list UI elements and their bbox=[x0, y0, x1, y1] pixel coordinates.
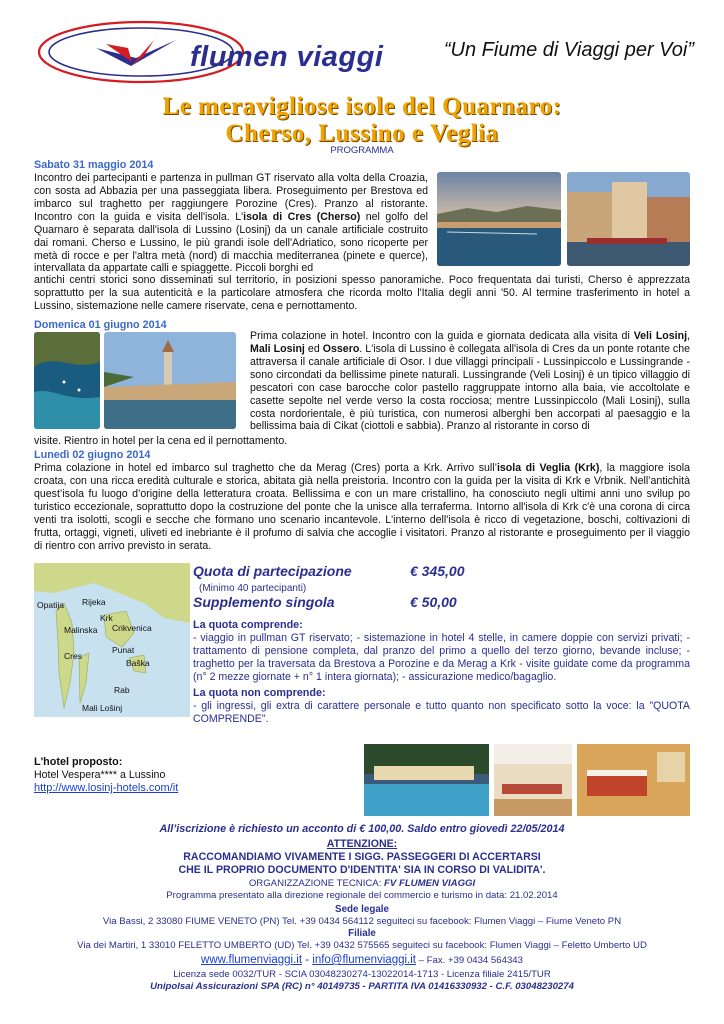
email-link[interactable]: info@flumenviaggi.it bbox=[312, 954, 416, 966]
quota-label: Quota di partecipazione bbox=[193, 563, 352, 579]
excludes-heading: La quota non comprende: bbox=[193, 687, 326, 699]
map-label-malinska: Malinska bbox=[64, 625, 98, 635]
single-supplement-value: € 50,00 bbox=[410, 594, 457, 610]
map-label-krk: Krk bbox=[100, 613, 113, 623]
brand-name: flumen viaggi bbox=[190, 41, 384, 73]
programma-label: PROGRAMMA bbox=[330, 145, 394, 156]
warning-line2: CHE IL PROPRIO DOCUMENTO D'IDENTITA' SIA IN CORSO DI VALIDITA'. bbox=[178, 864, 546, 876]
photo-losinj-town bbox=[104, 332, 236, 429]
filiale-heading: Filiale bbox=[348, 928, 376, 939]
sede-address: Via Bassi, 2 33080 FIUME VENETO (PN) Tel. +39 0434 564112 seguiteci su facebook: Flumen Viaggi – Fiume Veneto PN bbox=[102, 916, 622, 927]
photo-cres-street bbox=[567, 172, 690, 266]
website-link[interactable]: www.flumenviaggi.it bbox=[201, 954, 303, 966]
map-label-cres: Cres bbox=[64, 651, 82, 661]
page-title-line1: Le meravigliose isole del Quarnaro: bbox=[162, 93, 562, 120]
deposit-note: All’iscrizione è richiesto un acconto di € 100,00. Saldo entro giovedì 22/05/2014 bbox=[159, 823, 565, 835]
kvarner-map bbox=[34, 563, 190, 717]
hotel-link[interactable]: http://www.losinj-hotels.com/it bbox=[34, 782, 179, 794]
day2-label: Domenica 01 giugno 2014 bbox=[34, 319, 167, 331]
day1-label: Sabato 31 maggio 2014 bbox=[34, 159, 154, 171]
photo-hotel-restaurant bbox=[494, 744, 572, 816]
map-label-punat: Punat bbox=[112, 645, 135, 655]
photo-cres-harbor bbox=[437, 172, 561, 266]
minimum-note: (Minimo 40 partecipanti) bbox=[199, 583, 307, 594]
photo-losinj-bay bbox=[34, 332, 100, 429]
warning-line1: RACCOMANDIAMO VIVAMENTE I SIGG. PASSEGGERI DI ACCERTARSI bbox=[183, 851, 541, 863]
map-label-rab: Rab bbox=[114, 685, 130, 695]
map-label-baska: Baška bbox=[126, 658, 150, 668]
single-supplement-label: Supplemento singola bbox=[193, 594, 335, 610]
day1-text-top: Incontro dei partecipanti e partenza in pullman GT riservato alla volta della Croazia, con sosta ad Abbazia per una passeggiata libera. Proseguimento per Brestova ed imbarco sul traghetto per raggiungere Porozine (Cres). Pranzo al ristorante. Incontro con la guida e visita dell'isola. L'isola di Cres (Cherso) nel golfo del Quarnaro è separata dall'isola di Lussino (Losinj) da un canale artificiale costruito dai romani. Cherso e Lussino, le più grandi isole dell'Adriatico, sono ricoperte per metà di rocce e per l'altra metà (nord) di macchia mediterranea (pinete e querce), intervallata da appartate calli e spiaggette. Piccoli borghi ed bbox=[34, 172, 428, 275]
excludes-text: - gli ingressi, gli extra di carattere personale e tutto quanto non specificato sotto la voce: la "QUOTA COMPRENDE". bbox=[193, 700, 690, 725]
attention-heading: ATTENZIONE: bbox=[326, 838, 398, 850]
day3-text: Prima colazione in hotel ed imbarco sul traghetto che da Merag (Cres) porta a Krk. Arrivo sull’isola di Veglia (Krk), la maggiore isola croata, con una ricca eredità culturale e storica, abitata già nella preistoria. Incontro con la guida per la visita di Krk e Vrbnik. Nell’antichità quest’isola fu luogo d’origine della letteratura croata. Bellissima e con un mare cristallino, ha conosciuto negli ultimi anni uno svilup po turistico eccezionale, soprattutto dopo la costruzione del ponte che la unisce alla terraferma. Intorno all'isola di Krk c'è una corona di circa venti tra isolotti, scogli e secche che formano uno scenario incantevole. L'interno dell'isola è ricco di vegetazione, boschi, coltivazioni di frutta, ortaggi, vigneti, uliveti ed inebriante è il profumo di salvia che accoglie i visitatori. Pranzo al ristorante e proseguimento per il viaggio di rientro con arrivo previsto in serata. bbox=[34, 462, 690, 552]
map-label-crikvenica: Crikvenica bbox=[112, 623, 152, 633]
includes-text: - viaggio in pullman GT riservato; - sistemazione in hotel 4 stelle, in camere doppie con servizi privati; - trattamento di pensione completa, dal pranzo del primo a quello del terzo giorno, bevande incluse; - traghetto per la traversata da Brestova a Porozine e da Merag a Krk - visite guidate come da programma (n° 2 mezze giornate + n° 1 intera giornata); - assicurazione medico/bagaglio. bbox=[193, 632, 690, 683]
page-title-line2: Cherso, Lussino e Veglia bbox=[225, 120, 499, 147]
hotel-name: Hotel Vespera**** a Lussino bbox=[34, 769, 166, 781]
filiale-address: Via dei Martiri, 1 33010 FELETTO UMBERTO (UD) Tel. +39 0432 575565 seguiteci su facebook: Flumen Viaggi – Feletto Umberto UD bbox=[77, 940, 647, 951]
map-label-mali-losinj: Mali Lošinj bbox=[82, 703, 123, 713]
includes-heading: La quota comprende: bbox=[193, 619, 303, 631]
day3-label: Lunedì 02 giugno 2014 bbox=[34, 449, 151, 461]
presentation-note: Programma presentato alla direzione regionale del commercio e turismo in data: 21.02.2014 bbox=[166, 890, 558, 901]
sede-heading: Sede legale bbox=[335, 904, 389, 915]
header bbox=[0, 0, 724, 85]
license-line: Licenza sede 0032/TUR - SCIA 03048230274-13022014-1713 - Licenza filiale 2415/TUR bbox=[173, 969, 551, 980]
photo-hotel-pool bbox=[364, 744, 489, 816]
hotel-heading: L'hotel proposto: bbox=[34, 756, 123, 768]
day1-text-bottom: antichi centri storici sono disseminati sul territorio, in posizioni spesso panoramiche. Poco frequentata dai turisti, Cherso è apprezzata soprattutto per la sua autenticità e la particolare atmosfera che ricorda molto l'Italia degli anni '50. Al termine trasferimento in hotel a Lussino, sistemazione nelle camere riservate, cena e pernottamento. bbox=[34, 274, 690, 312]
quota-value: € 345,00 bbox=[410, 563, 465, 579]
photo-hotel-room bbox=[577, 744, 690, 816]
contacts-line: www.flumenviaggi.it - info@flumenviaggi.it – Fax. +39 0434 564343 bbox=[201, 954, 523, 966]
map-label-rijeka: Rijeka bbox=[82, 597, 106, 607]
organizer-line: ORGANIZZAZIONE TECNICA: FV FLUMEN VIAGGI bbox=[248, 878, 476, 889]
map-label-opatija: Opatija bbox=[37, 600, 64, 610]
day2-text-top: Prima colazione in hotel. Incontro con la guida e giornata dedicata alla visita di Veli Losinj, Mali Losinj ed Ossero. L'isola di Lussino è collegata all'isola di Cres da un ponte rotante che attraversa il canale artificiale di Osor. I due villaggi principali - Lussinpiccolo e Lussingrande - sono circondati da bellissime pinete naturali. Lussingrande (Veli Losinj) è un tipico villaggio di pescatori con case barocche color pastello raggruppate intorno alla baia, vie accoltolate e casette sepolte nel verde verso la costa rocciosa; mentre Lussinpiccolo (Mali Losinj), sulla costa nordorientale, è più turistica, con numerosi alberghi ben accorpati al paesaggio e la bellissima baia di Cikat (ciottoli e sabbia). Pranzo al ristorante in corso di bbox=[250, 330, 690, 433]
insurance-line: Unipolsai Assicurazioni SPA (RC) n° 40149735 - PARTITA IVA 01416330932 - C.F. 03048230274 bbox=[150, 981, 574, 992]
slogan: “Un Fiume di Viaggi per Voi” bbox=[443, 39, 694, 61]
day2-text-bottom: visite. Rientro in hotel per la cena ed il pernottamento. bbox=[34, 435, 288, 447]
